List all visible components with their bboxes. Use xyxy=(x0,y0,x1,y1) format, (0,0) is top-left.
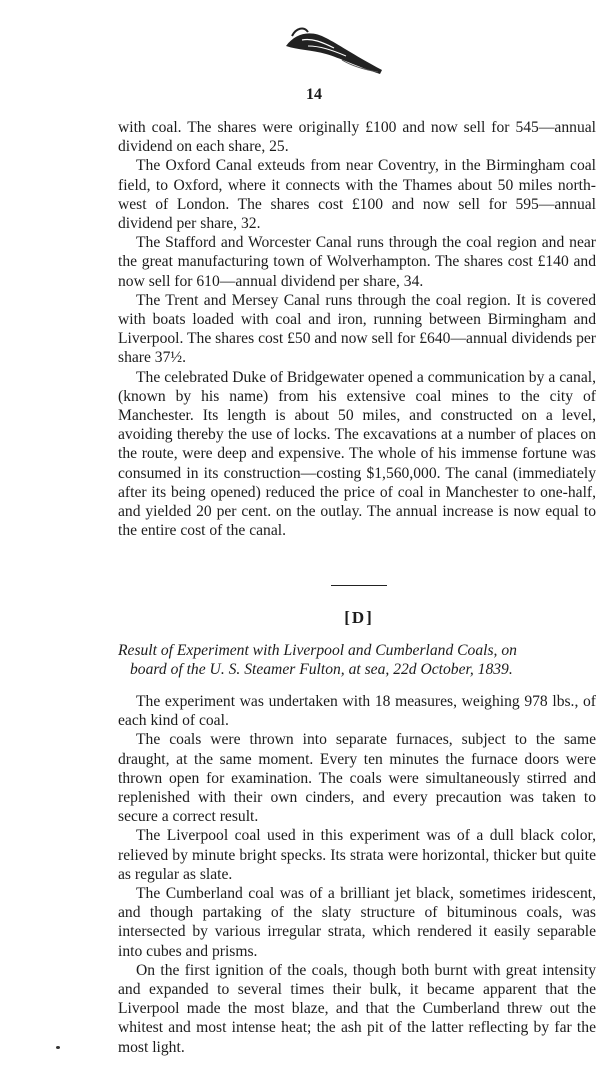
paragraph: The celebrated Duke of Bridgewater opened a communication by a canal, (known by his name) from his extensive coal mines to the city of Manchester. Its length is about 50 miles, and constructed on a level, avoiding thereby the use of locks. The excavations at a number of places on the route, were deep and expensive. The whole of his immense fortune was consumed in its construction—costing $1,560,000. The canal (immediately after its being opened) reduced the price of coal in Manchester to one-half, and yielded 20 per cent. on the outlay. The annual increase is now equal to the entire cost of the canal. xyxy=(118,368,596,540)
paragraph: The Trent and Mersey Canal runs through the coal region. It is covered with boats loaded with coal and iron, running between Birmingham and Liverpool. The shares cost £50 and now sell for £640—annual dividends per share 37½. xyxy=(118,291,596,367)
paragraph: On the first ignition of the coals, though both burnt with great intensity and expanded to several times their bulk, it became apparent that the Liverpool made the most blaze, and that the Cumberland threw out the whitest and most intense heat; the ash pit of the latter reflecting by far the most light. xyxy=(118,961,596,1056)
paragraph: The Liverpool coal used in this experiment was of a dull black color, relieved by minute bright specks. Its strata were horizontal, thicker but quite as regular as slate. xyxy=(118,827,596,883)
caption-line: Result of Experiment with Liverpool and Cumberland Coals, on xyxy=(118,642,517,659)
paragraph: The Oxford Canal exteuds from near Coventry, in the Birmingham coal field, to Oxford, where it connects with the Thames about 50 miles north-west of London. The shares cost £100 and now sell for 595—annual dividend per share, 32. xyxy=(118,157,596,233)
leaf-ornament-icon xyxy=(282,24,388,78)
section-divider xyxy=(331,585,387,586)
paragraph: The experiment was undertaken with 18 measures, weighing 978 lbs., of each kind of coal. xyxy=(118,693,596,730)
page-number: 14 xyxy=(306,86,322,103)
top-text-block xyxy=(118,118,596,540)
paragraph: The Cumberland coal was of a brilliant jet black, sometimes iridescent, and though partaking of the slaty structure of bituminous coals, was intersected by various irregular strata, which rendered it easily separable into cubes and prisms. xyxy=(118,885,596,960)
paragraph: The Stafford and Worcester Canal runs through the coal region and near the great manufacturing town of Wolverhampton. The shares cost £140 and now sell for 610—annual dividend per share, 34. xyxy=(118,234,596,290)
section-heading: [D] xyxy=(344,608,374,627)
caption-line: board of the U. S. Steamer Fulton, at sea, 22d October, 1839. xyxy=(130,661,513,679)
bottom-text-block xyxy=(118,692,596,1057)
paragraph: with coal. The shares were originally £100 and now sell for 545—annual dividend on each share, 25. xyxy=(118,119,596,156)
section-caption xyxy=(118,641,596,679)
ink-speck xyxy=(56,1046,60,1049)
paragraph: The coals were thrown into separate furnaces, subject to the same draught, at the same moment. Every ten minutes the furnace doors were thrown open for examination. The coals were simultaneously stirred and replenished with their own cinders, and every precaution was taken to secure a correct result. xyxy=(118,731,596,826)
